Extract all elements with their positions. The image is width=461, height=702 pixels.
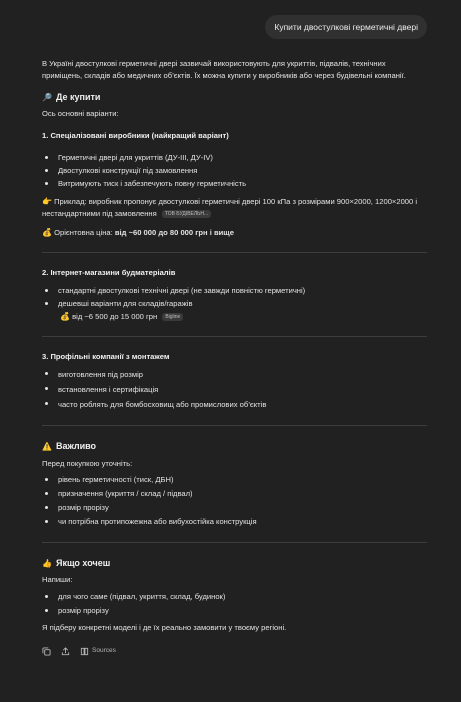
important-list bbox=[42, 473, 427, 529]
option-1-price bbox=[42, 227, 427, 239]
copy-button[interactable] bbox=[42, 647, 51, 656]
list-item: часто роблять для бомбосховищ або промислових об’єктів bbox=[58, 397, 427, 412]
list-item: призначення (укриття / склад / підвал) bbox=[58, 487, 427, 501]
option-1-list bbox=[42, 151, 427, 190]
want-heading bbox=[42, 557, 427, 570]
intro-paragraph: В Україні двостулкові герметичні двері зазвичай використовують для укриттів, підвалів, технічних приміщень, складів або медичних об’єктів. Їх можна купити у виробників або через будівельні компанії. bbox=[42, 59, 406, 80]
list-item: розмір прорізу bbox=[58, 604, 427, 618]
option-1-example bbox=[42, 196, 427, 220]
option-3-title: 3. Профільні компанії з монтажем bbox=[42, 352, 170, 361]
where-to-buy-heading bbox=[42, 91, 427, 104]
list-item: стандартні двостулкові технічні двері (не завжди повністю герметичні) bbox=[58, 284, 427, 297]
option-2-price bbox=[58, 310, 427, 323]
option-3-list bbox=[42, 367, 427, 412]
important-subtitle: Перед покупкою уточніть: bbox=[42, 459, 133, 468]
list-item: розмір прорізу bbox=[58, 501, 427, 515]
divider bbox=[42, 542, 427, 543]
list-item: виготовлення під розмір bbox=[58, 367, 427, 382]
option-2-list bbox=[42, 284, 427, 323]
list-item: Витримують тиск і забезпечують повну герметичність bbox=[58, 177, 427, 190]
copy-icon bbox=[42, 647, 51, 656]
divider bbox=[42, 336, 427, 337]
want-subtitle: Напиши: bbox=[42, 575, 73, 584]
divider bbox=[42, 425, 427, 426]
example-text: Приклад: виробник пропонує двостулкові герметичні двері 100 кПа з розмірами 900×2000, 1200×2000 і нестандартними під замовлення bbox=[42, 197, 418, 218]
money-bag-icon: 💰 bbox=[42, 228, 52, 237]
list-item: рівень герметичності (тиск, ДБН) bbox=[58, 473, 427, 487]
list-item: чи потрібна протипожежна або вибухостійка конструкція bbox=[58, 515, 427, 529]
assistant-answer bbox=[42, 58, 427, 657]
list-item: встановлення і сертифікація bbox=[58, 382, 427, 397]
sources-button[interactable] bbox=[80, 645, 116, 657]
source-chip[interactable]: Bigline bbox=[162, 313, 183, 321]
want-title: Якщо хочеш bbox=[55, 558, 111, 568]
important-title: Важливо bbox=[55, 441, 97, 451]
want-closing: Я підберу конкретні моделі і де їх реально замовити у твоєму регіоні. bbox=[42, 623, 287, 632]
message-actions bbox=[42, 645, 427, 657]
sources-label: Sources bbox=[92, 647, 116, 654]
thumbs-up-icon: 👍 bbox=[42, 558, 52, 568]
list-item: Герметичні двері для укриттів (ДУ-III, ДУ-IV) bbox=[58, 151, 427, 164]
magnifier-icon: 🔎 bbox=[42, 92, 52, 102]
user-message-bubble: Купити двостулкові герметичні двері bbox=[265, 15, 427, 39]
source-chip[interactable]: ТОВ БУДІВЕЛЬН... bbox=[162, 210, 211, 218]
price-value: від ~60 000 до 80 000 грн і вище bbox=[114, 228, 234, 237]
list-item: Двостулкові конструкції під замовлення bbox=[58, 164, 427, 177]
share-button[interactable] bbox=[61, 647, 70, 656]
price-label: Орієнтовна ціна: bbox=[54, 228, 113, 237]
warning-icon: ⚠️ bbox=[42, 441, 52, 451]
price-value: від ~6 500 до 15 000 грн bbox=[72, 312, 158, 321]
important-heading bbox=[42, 440, 427, 453]
list-item-text: дешевші варіанти для складів/гаражів bbox=[58, 299, 193, 308]
divider bbox=[42, 252, 427, 253]
list-item bbox=[58, 297, 427, 323]
pointing-hand-icon: 👉 bbox=[42, 197, 52, 206]
option-1-title: 1. Спеціалізовані виробники (найкращий варіант) bbox=[42, 131, 229, 140]
share-icon bbox=[61, 647, 70, 656]
money-bag-icon: 💰 bbox=[60, 312, 70, 321]
where-to-buy-title: Де купити bbox=[55, 92, 101, 102]
book-icon bbox=[80, 647, 89, 656]
want-list bbox=[42, 590, 427, 618]
option-2-title: 2. Інтернет-магазини будматеріалів bbox=[42, 268, 176, 277]
list-item: для чого саме (підвал, укриття, склад, будинок) bbox=[58, 590, 427, 604]
where-subtitle: Ось основні варіанти: bbox=[42, 109, 119, 118]
